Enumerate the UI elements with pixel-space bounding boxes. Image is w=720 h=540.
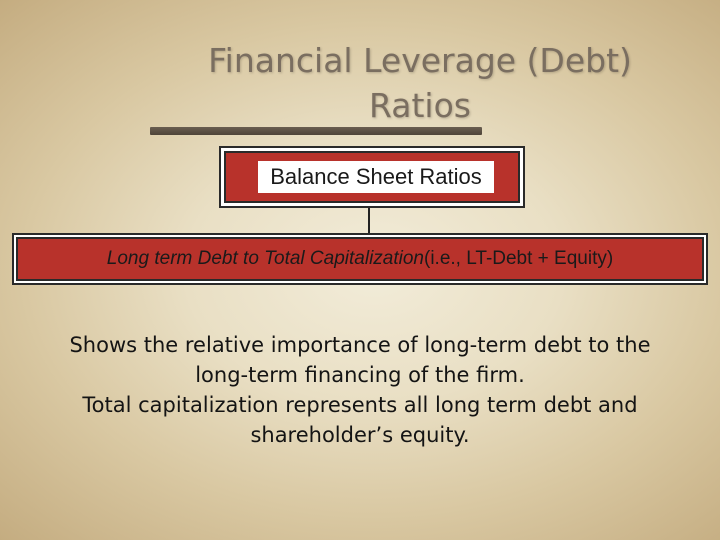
slide-title-line-2: Ratios — [369, 86, 471, 125]
description-line-3: Total capitalization represents all long term debt and — [82, 393, 638, 417]
description-line-2: long-term financing of the firm. — [195, 363, 525, 387]
lt-debt-to-capitalization-box — [12, 233, 708, 285]
ratio-name: Long term Debt to Total Capitalization — [106, 248, 424, 269]
ratio-label — [101, 244, 619, 274]
slide-title — [150, 38, 690, 128]
title-underline-bar — [150, 127, 482, 135]
slide-title-line-1: Financial Leverage (Debt) — [208, 41, 632, 80]
connector-line — [368, 208, 370, 233]
balance-sheet-ratios-label: Balance Sheet Ratios — [258, 161, 494, 193]
ratio-formula: (i.e., LT-Debt + Equity) — [424, 248, 614, 269]
ratio-description — [10, 330, 710, 450]
description-line-4: shareholder’s equity. — [250, 423, 470, 447]
balance-sheet-ratios-box — [219, 146, 525, 208]
description-line-1: Shows the relative importance of long-term debt to the — [69, 333, 651, 357]
